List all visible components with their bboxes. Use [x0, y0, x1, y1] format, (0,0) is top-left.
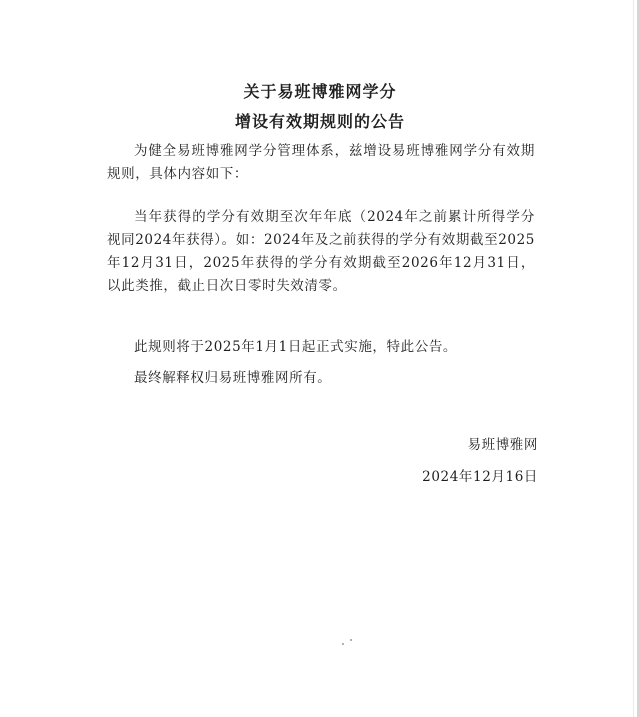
paragraph-effective-date: 此规则将于2025年1月1日起正式实施，特此公告。 [134, 339, 458, 355]
paragraph-intro: 为健全易班博雅网学分管理体系，兹增设易班博雅网学分有效期规则，具体内容如下： [107, 143, 535, 182]
notice-title-line-2: 增设有效期规则的公告 [234, 112, 405, 131]
signature-date: 2024年12月16日 [422, 469, 538, 485]
scan-edge-line [633, 0, 634, 717]
scan-speck [342, 643, 344, 645]
paragraph-interpretation: 最终解释权归易班博雅网所有。 [134, 370, 332, 386]
signature-organization: 易班博雅网 [467, 437, 538, 453]
scan-speck [350, 639, 352, 641]
paragraph-rule: 当年获得的学分有效期至次年年底（2024年之前累计所得学分视同2024年获得）。如：2024年及之前获得的学分有效期截至2025年12月31日，2025年获得的学分有效期截至2026年12月31日，以此类推，截止日次日零时失效清零。 [107, 209, 535, 294]
notice-title-line-1: 关于易班博雅网学分 [243, 82, 397, 101]
